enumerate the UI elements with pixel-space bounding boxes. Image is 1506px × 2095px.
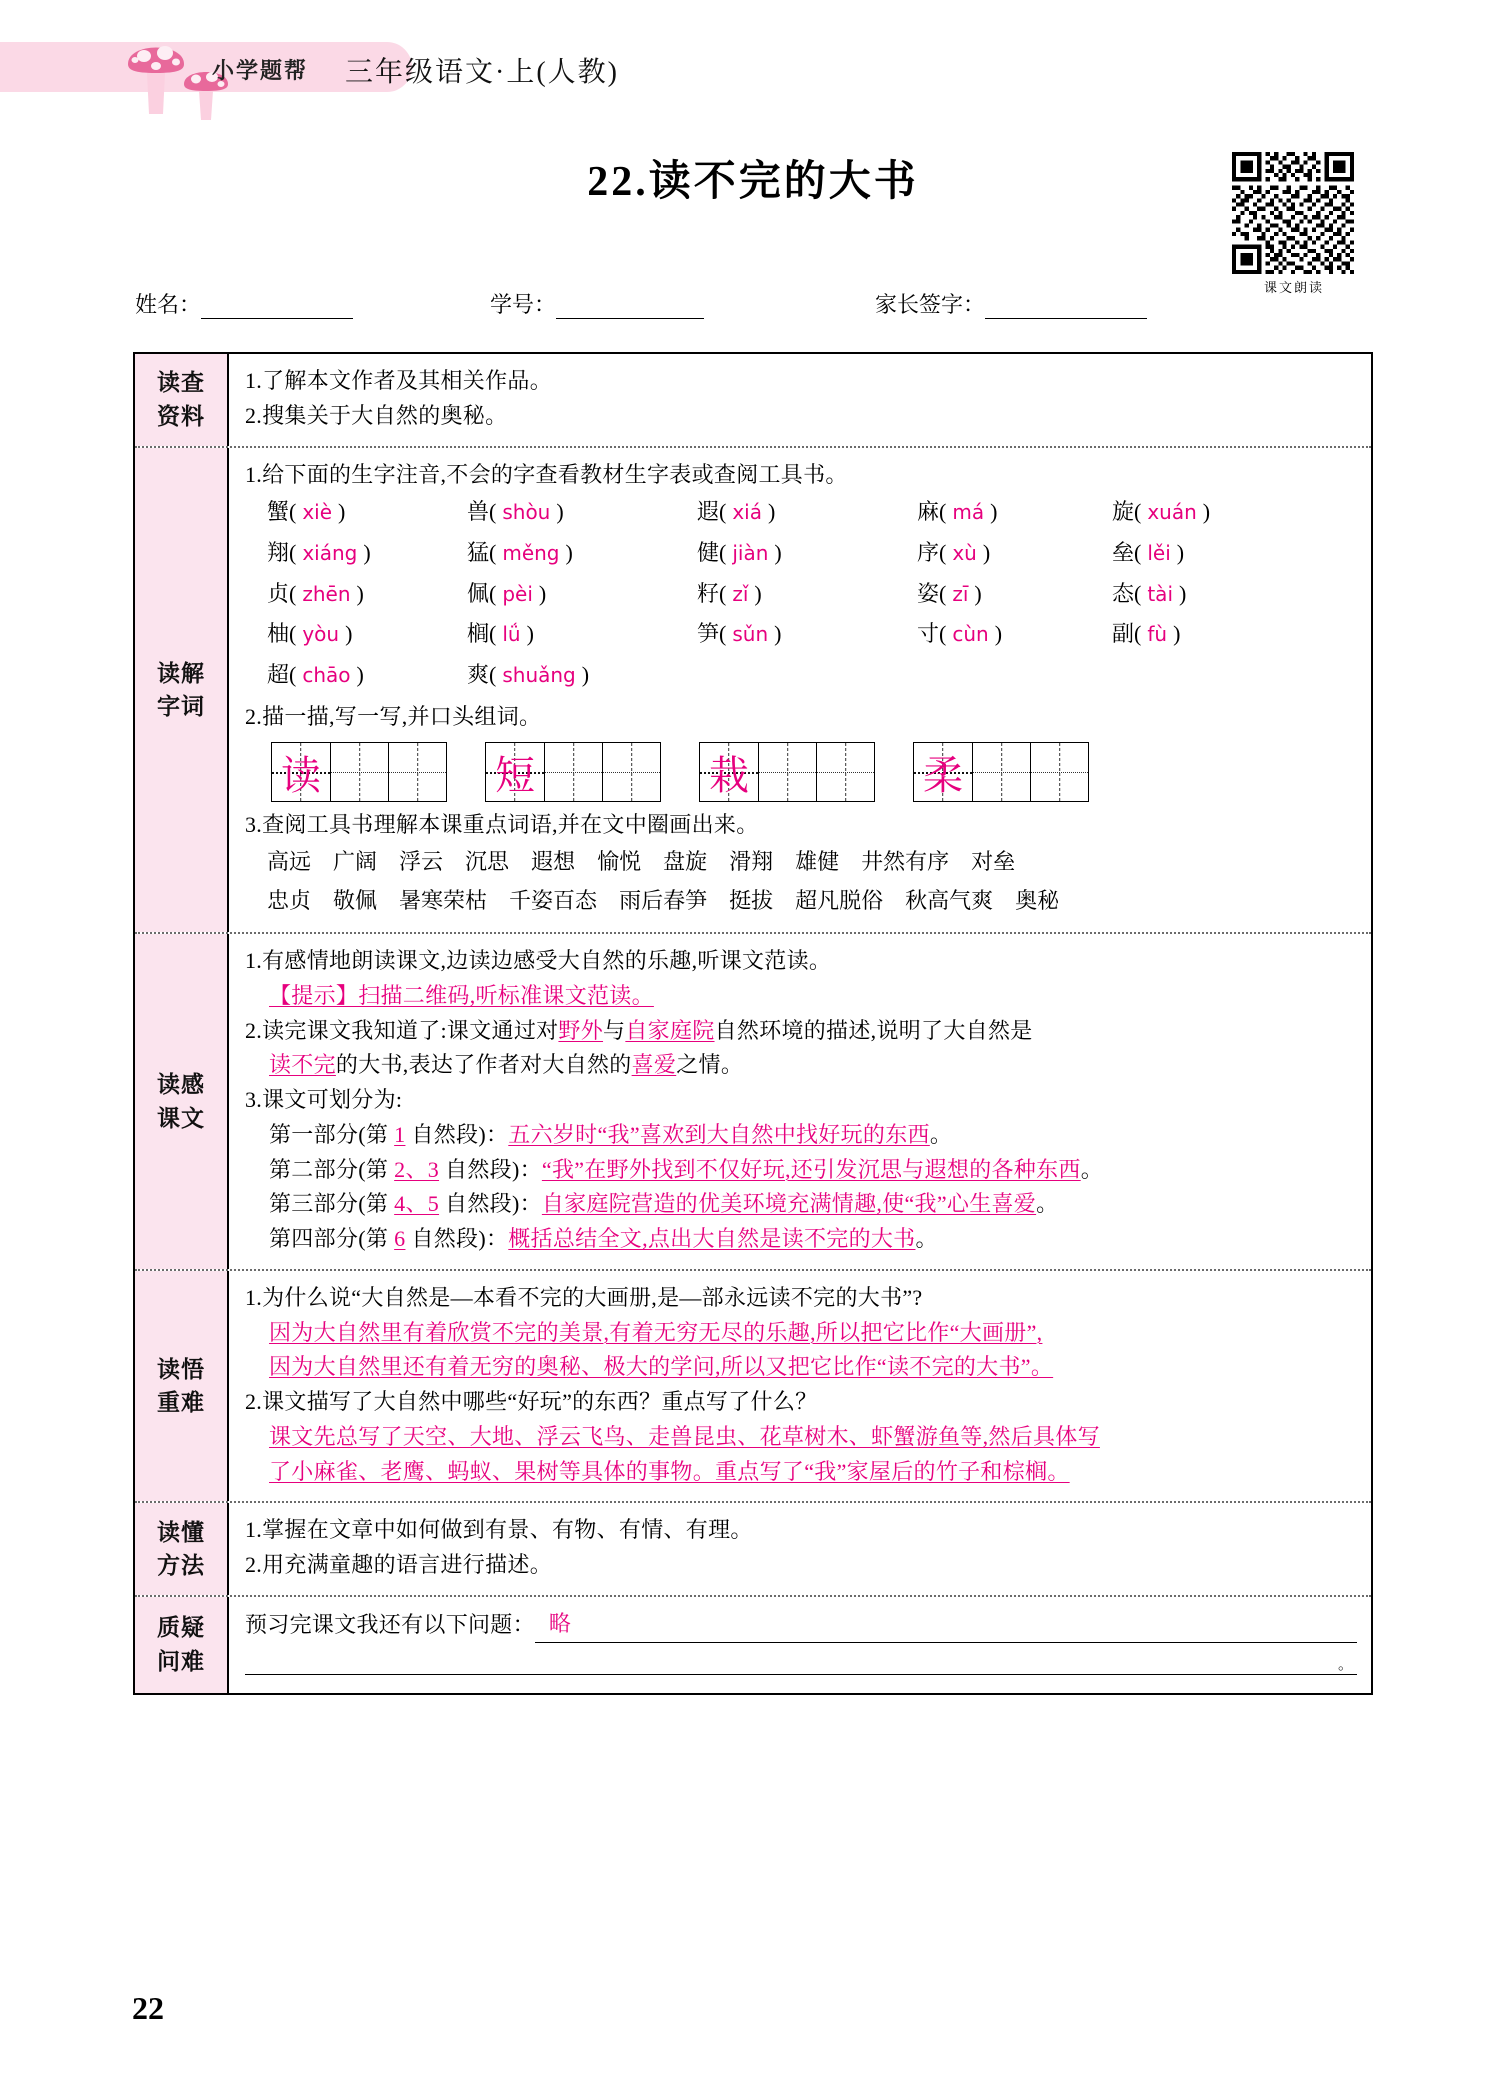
comp-q1-hint-wrap xyxy=(245,979,1357,1014)
pinyin-row xyxy=(245,655,1357,696)
page-header xyxy=(0,0,1506,130)
pinyin-value: má xyxy=(952,500,985,525)
pinyin-item[interactable]: 副( fù ) xyxy=(1112,621,1181,647)
comp-q2-answer-c: 读不完 xyxy=(269,1052,336,1078)
key-a1-line1-wrap xyxy=(245,1316,1357,1351)
parent-signature-input-blank[interactable] xyxy=(985,296,1147,319)
name-input-blank[interactable] xyxy=(201,296,353,319)
pinyin-char: 蟹 xyxy=(267,499,290,525)
key-a2-line2-wrap xyxy=(245,1455,1357,1490)
part-label-pre: 第三部分(第 xyxy=(269,1191,389,1217)
student-info-row xyxy=(135,288,1235,322)
part-number: 6 xyxy=(394,1226,406,1252)
pinyin-item[interactable]: 姿( zī ) xyxy=(917,580,982,606)
student-id-field[interactable] xyxy=(490,288,704,319)
practice-character: 读 xyxy=(281,752,321,798)
vocabulary-content xyxy=(229,448,1371,933)
parent-signature-label: 家长签字： xyxy=(875,292,986,317)
comp-q2-mid-2: 自然环境的描述,说明了大自然是 xyxy=(714,1017,1033,1043)
research-item-2: 2.搜集关于大自然的奥秘。 xyxy=(245,402,508,428)
pinyin-item[interactable]: 猛( měng ) xyxy=(467,539,573,565)
pinyin-char: 旋 xyxy=(1112,499,1135,525)
comp-q2-end: 之情。 xyxy=(676,1052,744,1078)
student-id-label: 学号： xyxy=(490,292,557,317)
grid-cell-empty[interactable] xyxy=(602,743,660,801)
key-a1-line2: 因为大自然里还有着无穷的奥秘、极大的学问,所以又把它比作“读不完的大书”。 xyxy=(269,1354,1054,1380)
pinyin-item[interactable]: 麻( má ) xyxy=(917,499,998,525)
part-label-pre: 第二部分(第 xyxy=(269,1156,389,1182)
category-line-1: 读懂 xyxy=(157,1518,205,1545)
comp-q2-cont xyxy=(245,1048,1357,1083)
pinyin-item[interactable]: 超( chāo ) xyxy=(267,662,364,687)
category-label-comprehension xyxy=(135,934,229,1269)
question-blank-line[interactable] xyxy=(245,1673,1357,1675)
part-label-post: 自然段)： xyxy=(411,1226,509,1252)
grid-cell-empty[interactable] xyxy=(330,743,388,801)
vocab-word: 秋高气爽 xyxy=(905,887,994,913)
pinyin-char: 籽 xyxy=(697,580,720,606)
vocab-word: 井然有序 xyxy=(861,849,950,875)
pinyin-item[interactable]: 态( tài ) xyxy=(1112,580,1187,606)
methods-content xyxy=(229,1503,1371,1595)
pinyin-item[interactable]: 籽( zǐ ) xyxy=(697,580,762,606)
category-line-1: 读感 xyxy=(157,1071,205,1098)
table-row-research xyxy=(135,354,1371,446)
page-number: 22 xyxy=(132,1990,164,2026)
key-a2-line2: 了小麻雀、老鹰、蚂蚁、果树等具体的事物。重点写了“我”家屋后的竹子和棕榈。 xyxy=(269,1458,1070,1484)
pinyin-item[interactable]: 笋( sǔn ) xyxy=(697,621,782,647)
pinyin-item[interactable]: 柚( yòu ) xyxy=(267,621,353,647)
vocab-q3-prompt: 3.查阅工具书理解本课重点词语,并在文中圈画出来。 xyxy=(245,812,759,838)
comp-q2-mid-3: 的大书,表达了作者对大自然的 xyxy=(335,1052,632,1078)
pinyin-value: xiáng xyxy=(302,540,358,565)
vocab-word: 对垒 xyxy=(971,849,1016,875)
pinyin-value: fù xyxy=(1147,622,1168,647)
comp-part-1 xyxy=(245,1118,1357,1153)
category-line-1: 读解 xyxy=(157,659,205,686)
vocab-word: 雄健 xyxy=(795,849,840,875)
pinyin-value: xiá xyxy=(732,500,762,525)
key-a1-line1: 因为大自然里有着欣赏不完的美景,有着无穷无尽的乐趣,所以把它比作“大画册”, xyxy=(269,1319,1043,1345)
comp-q2-pre: 2.读完课文我知道了:课文通过对 xyxy=(245,1017,559,1043)
part-label-pre: 第一部分(第 xyxy=(269,1121,389,1147)
comp-q1: 1.有感情地朗读课文,边读边感受大自然的乐趣,听课文范读。 xyxy=(245,948,832,974)
vocab-list-row-1 xyxy=(245,843,1357,882)
table-row-methods xyxy=(135,1501,1371,1595)
pinyin-item[interactable]: 榈( lǘ ) xyxy=(467,621,534,647)
subject-label: 三年级语文·上(人教) xyxy=(345,57,619,88)
pinyin-item[interactable]: 寸( cùn ) xyxy=(917,621,1003,647)
grid-cell-empty[interactable] xyxy=(388,743,446,801)
pinyin-char: 麻 xyxy=(917,499,940,525)
table-row-comprehension xyxy=(135,932,1371,1269)
category-line-1: 读查 xyxy=(157,369,205,396)
vocab-word: 广阔 xyxy=(333,849,378,875)
comp-q2-answer-a: 野外 xyxy=(558,1017,604,1043)
pinyin-value: zhēn xyxy=(302,581,351,606)
pinyin-char: 遐 xyxy=(697,499,720,525)
pinyin-char: 爽 xyxy=(467,662,490,687)
practice-character: 栽 xyxy=(709,752,749,798)
part-tail: 。 xyxy=(1080,1156,1104,1182)
pinyin-value: shòu xyxy=(502,500,551,525)
pinyin-item[interactable]: 兽( shòu ) xyxy=(467,499,564,525)
category-label-methods xyxy=(135,1503,229,1595)
part-answer: 五六岁时“我”喜欢到大自然中找好玩的东西 xyxy=(508,1121,930,1147)
part-number: 4、5 xyxy=(394,1191,440,1217)
part-number: 1 xyxy=(394,1121,406,1147)
character-grid[interactable] xyxy=(271,742,447,802)
category-line-2: 资料 xyxy=(157,402,205,429)
name-label: 姓名： xyxy=(135,292,202,317)
comp-q2 xyxy=(245,1014,1357,1049)
vocab-word: 高远 xyxy=(267,849,312,875)
part-label-post: 自然段)： xyxy=(411,1121,509,1147)
pinyin-value: pèi xyxy=(502,581,533,606)
category-line-2: 重难 xyxy=(157,1389,205,1416)
worksheet-table xyxy=(133,352,1373,1695)
table-row-vocabulary xyxy=(135,446,1371,933)
table-row-questions xyxy=(135,1595,1371,1693)
qr-code-icon[interactable] xyxy=(1232,152,1354,274)
vocab-word: 超凡脱俗 xyxy=(795,887,884,913)
part-answer: 概括总结全文,点出大自然是读不完的大书 xyxy=(508,1226,916,1252)
question-prompt: 预习完课文我还有以下问题： xyxy=(245,1611,535,1637)
vocab-word: 敬佩 xyxy=(333,887,378,913)
vocab-word: 遐想 xyxy=(531,849,576,875)
question-end-mark: 。 xyxy=(1337,1656,1353,1673)
pinyin-value: shuǎng xyxy=(502,663,576,687)
pinyin-item[interactable]: 贞( zhēn ) xyxy=(267,580,364,606)
vocab-word: 忠贞 xyxy=(267,887,312,913)
vocab-list-row-2 xyxy=(245,882,1357,921)
pinyin-value: tài xyxy=(1147,581,1173,606)
pinyin-row xyxy=(245,492,1357,533)
pinyin-row xyxy=(245,533,1357,574)
keypoints-content xyxy=(229,1271,1371,1502)
category-line-2: 字词 xyxy=(157,692,205,719)
practice-character: 柔 xyxy=(923,752,963,798)
questions-content xyxy=(229,1597,1371,1693)
pinyin-item[interactable]: 翔( xiáng ) xyxy=(267,539,371,565)
brand-label: 小学题帮 xyxy=(212,58,309,83)
part-tail: 。 xyxy=(915,1226,938,1252)
category-line-2: 问难 xyxy=(157,1647,205,1674)
pinyin-value: jiàn xyxy=(732,540,769,565)
grid-cell-empty[interactable] xyxy=(972,743,1030,801)
part-answer: 自家庭院营造的优美环境充满情趣,使“我”心生喜爱 xyxy=(541,1191,1037,1217)
grid-cell-filled[interactable] xyxy=(914,743,972,801)
grid-cell-empty[interactable] xyxy=(544,743,602,801)
pinyin-value: xiè xyxy=(302,500,333,525)
vocab-word: 暑寒荣枯 xyxy=(399,887,488,913)
pinyin-char: 序 xyxy=(917,539,940,565)
research-item-1: 1.了解本文作者及其相关作品。 xyxy=(245,368,553,393)
pinyin-char: 副 xyxy=(1112,621,1135,647)
pinyin-value: zǐ xyxy=(732,581,749,606)
pinyin-char: 佩 xyxy=(467,580,490,606)
category-label-questions xyxy=(135,1597,229,1693)
part-label-post: 自然段)： xyxy=(445,1191,542,1217)
key-a1-line2-wrap xyxy=(245,1350,1357,1385)
pinyin-item[interactable]: 爽( shuǎng ) xyxy=(467,662,590,687)
key-q1: 1.为什么说“大自然是—本看不完的大画册,是—部永远读不完的大书”? xyxy=(245,1284,923,1310)
question-blank-line-wrap[interactable] xyxy=(245,1656,1357,1675)
category-label-keypoints xyxy=(135,1271,229,1502)
pinyin-char: 寸 xyxy=(917,621,940,647)
part-tail: 。 xyxy=(929,1121,953,1147)
pinyin-char: 健 xyxy=(697,539,720,565)
pinyin-char: 翔 xyxy=(267,539,290,565)
parent-signature-field[interactable] xyxy=(875,288,1147,319)
key-a2-line1-wrap xyxy=(245,1420,1357,1455)
pinyin-row xyxy=(245,574,1357,615)
vocab-word: 滑翔 xyxy=(729,849,774,875)
method-item-2: 2.用充满童趣的语言进行描述。 xyxy=(245,1552,553,1578)
question-answer-blank[interactable] xyxy=(535,1607,1357,1643)
pinyin-char: 榈 xyxy=(467,621,490,647)
category-line-1: 质疑 xyxy=(157,1614,205,1641)
comp-q3: 3.课文可划分为: xyxy=(245,1087,403,1113)
grid-cell-filled[interactable] xyxy=(272,743,330,801)
vocab-word: 沉思 xyxy=(465,849,510,875)
character-grid[interactable] xyxy=(913,742,1089,802)
character-practice-grids xyxy=(245,734,1357,808)
pinyin-item[interactable]: 序( xù ) xyxy=(917,539,991,565)
character-grid[interactable] xyxy=(485,742,661,802)
comp-q1-hint: 【提示】扫描二维码,听标准课文范读。 xyxy=(269,982,654,1008)
pinyin-char: 态 xyxy=(1112,580,1135,606)
grid-cell-empty[interactable] xyxy=(816,743,874,801)
key-a2-line1: 课文先总写了天空、大地、浮云飞鸟、走兽昆虫、花草树木、虾蟹游鱼等,然后具体写 xyxy=(269,1423,1100,1449)
part-answer: “我”在野外找到不仅好玩,还引发沉思与遐想的各种东西 xyxy=(541,1156,1081,1182)
pinyin-char: 猛 xyxy=(467,539,490,565)
student-id-input-blank[interactable] xyxy=(556,296,704,319)
key-q2: 2.课文描写了大自然中哪些“好玩”的东西？重点写了什么？ xyxy=(245,1389,818,1415)
research-content xyxy=(229,354,1371,446)
pinyin-value: xuán xyxy=(1147,500,1197,525)
comp-q2-answer-d: 喜爱 xyxy=(631,1052,677,1078)
comp-q2-answer-b: 自家庭院 xyxy=(625,1017,715,1043)
pinyin-value: zī xyxy=(952,581,969,606)
category-line-2: 课文 xyxy=(157,1104,205,1131)
pinyin-char: 笋 xyxy=(697,621,720,647)
pinyin-value: lǘ xyxy=(502,622,521,647)
vocab-q1-prompt: 1.给下面的生字注音,不会的字查看教材生字表或查阅工具书。 xyxy=(245,461,848,487)
pinyin-char: 柚 xyxy=(267,621,290,647)
comp-part-2 xyxy=(245,1153,1357,1188)
method-item-1: 1.掌握在文章中如何做到有景、有物、有情、有理。 xyxy=(245,1517,753,1543)
pinyin-value: lěi xyxy=(1147,540,1171,565)
question-prompt-row xyxy=(245,1607,1357,1643)
vocab-word: 奥秘 xyxy=(1015,887,1060,913)
comp-q2-mid-1: 与 xyxy=(603,1017,626,1043)
vocab-word: 挺拔 xyxy=(729,887,774,913)
pinyin-value: yòu xyxy=(302,622,340,647)
qr-code-block[interactable] xyxy=(1232,152,1356,296)
name-field[interactable] xyxy=(135,288,353,319)
pinyin-value: měng xyxy=(502,540,560,565)
vocab-word: 愉悦 xyxy=(597,849,642,875)
qr-caption: 课文朗读 xyxy=(1263,280,1324,295)
pinyin-item[interactable]: 佩( pèi ) xyxy=(467,580,547,606)
category-line-1: 读悟 xyxy=(157,1355,205,1382)
grid-cell-filled[interactable] xyxy=(700,743,758,801)
character-grid[interactable] xyxy=(699,742,875,802)
page-title: 22.读不完的大书 xyxy=(587,159,919,205)
pinyin-char: 超 xyxy=(267,662,290,687)
pinyin-item[interactable]: 旋( xuán ) xyxy=(1112,499,1211,525)
comp-part-4 xyxy=(245,1222,1357,1257)
pinyin-item[interactable]: 垒( lěi ) xyxy=(1112,539,1185,565)
vocab-word: 千姿百态 xyxy=(509,887,598,913)
comp-part-3 xyxy=(245,1187,1357,1222)
pinyin-char: 兽 xyxy=(467,499,490,525)
vocab-q2-prompt: 2.描一描,写一写,并口头组词。 xyxy=(245,703,542,729)
grid-cell-empty[interactable] xyxy=(1030,743,1088,801)
pinyin-value: xù xyxy=(952,540,977,565)
part-number: 2、3 xyxy=(394,1156,440,1182)
table-row-keypoints xyxy=(135,1269,1371,1502)
vocab-word: 盘旋 xyxy=(663,849,708,875)
category-line-2: 方法 xyxy=(157,1552,205,1579)
part-label-pre: 第四部分(第 xyxy=(269,1226,389,1252)
question-answer: 略 xyxy=(548,1610,572,1636)
practice-character: 短 xyxy=(495,752,535,798)
grid-cell-empty[interactable] xyxy=(758,743,816,801)
pinyin-value: sǔn xyxy=(732,622,769,647)
vocab-word: 雨后春笋 xyxy=(619,887,708,913)
vocab-word: 浮云 xyxy=(399,849,444,875)
part-label-post: 自然段)： xyxy=(445,1156,542,1182)
pinyin-item[interactable]: 健( jiàn ) xyxy=(697,539,782,565)
grid-cell-filled[interactable] xyxy=(486,743,544,801)
comprehension-content xyxy=(229,934,1371,1269)
pinyin-value: chāo xyxy=(302,663,351,687)
category-label-research xyxy=(135,354,229,446)
pinyin-row xyxy=(245,614,1357,655)
pinyin-item[interactable]: 遐( xiá ) xyxy=(697,499,776,525)
pinyin-char: 姿 xyxy=(917,580,940,606)
pinyin-value: cùn xyxy=(952,622,989,647)
pinyin-char: 贞 xyxy=(267,580,290,606)
category-label-vocabulary xyxy=(135,448,229,933)
pinyin-item[interactable]: 蟹( xiè ) xyxy=(267,499,346,525)
pinyin-char: 垒 xyxy=(1112,539,1135,565)
part-tail: 。 xyxy=(1036,1191,1059,1217)
